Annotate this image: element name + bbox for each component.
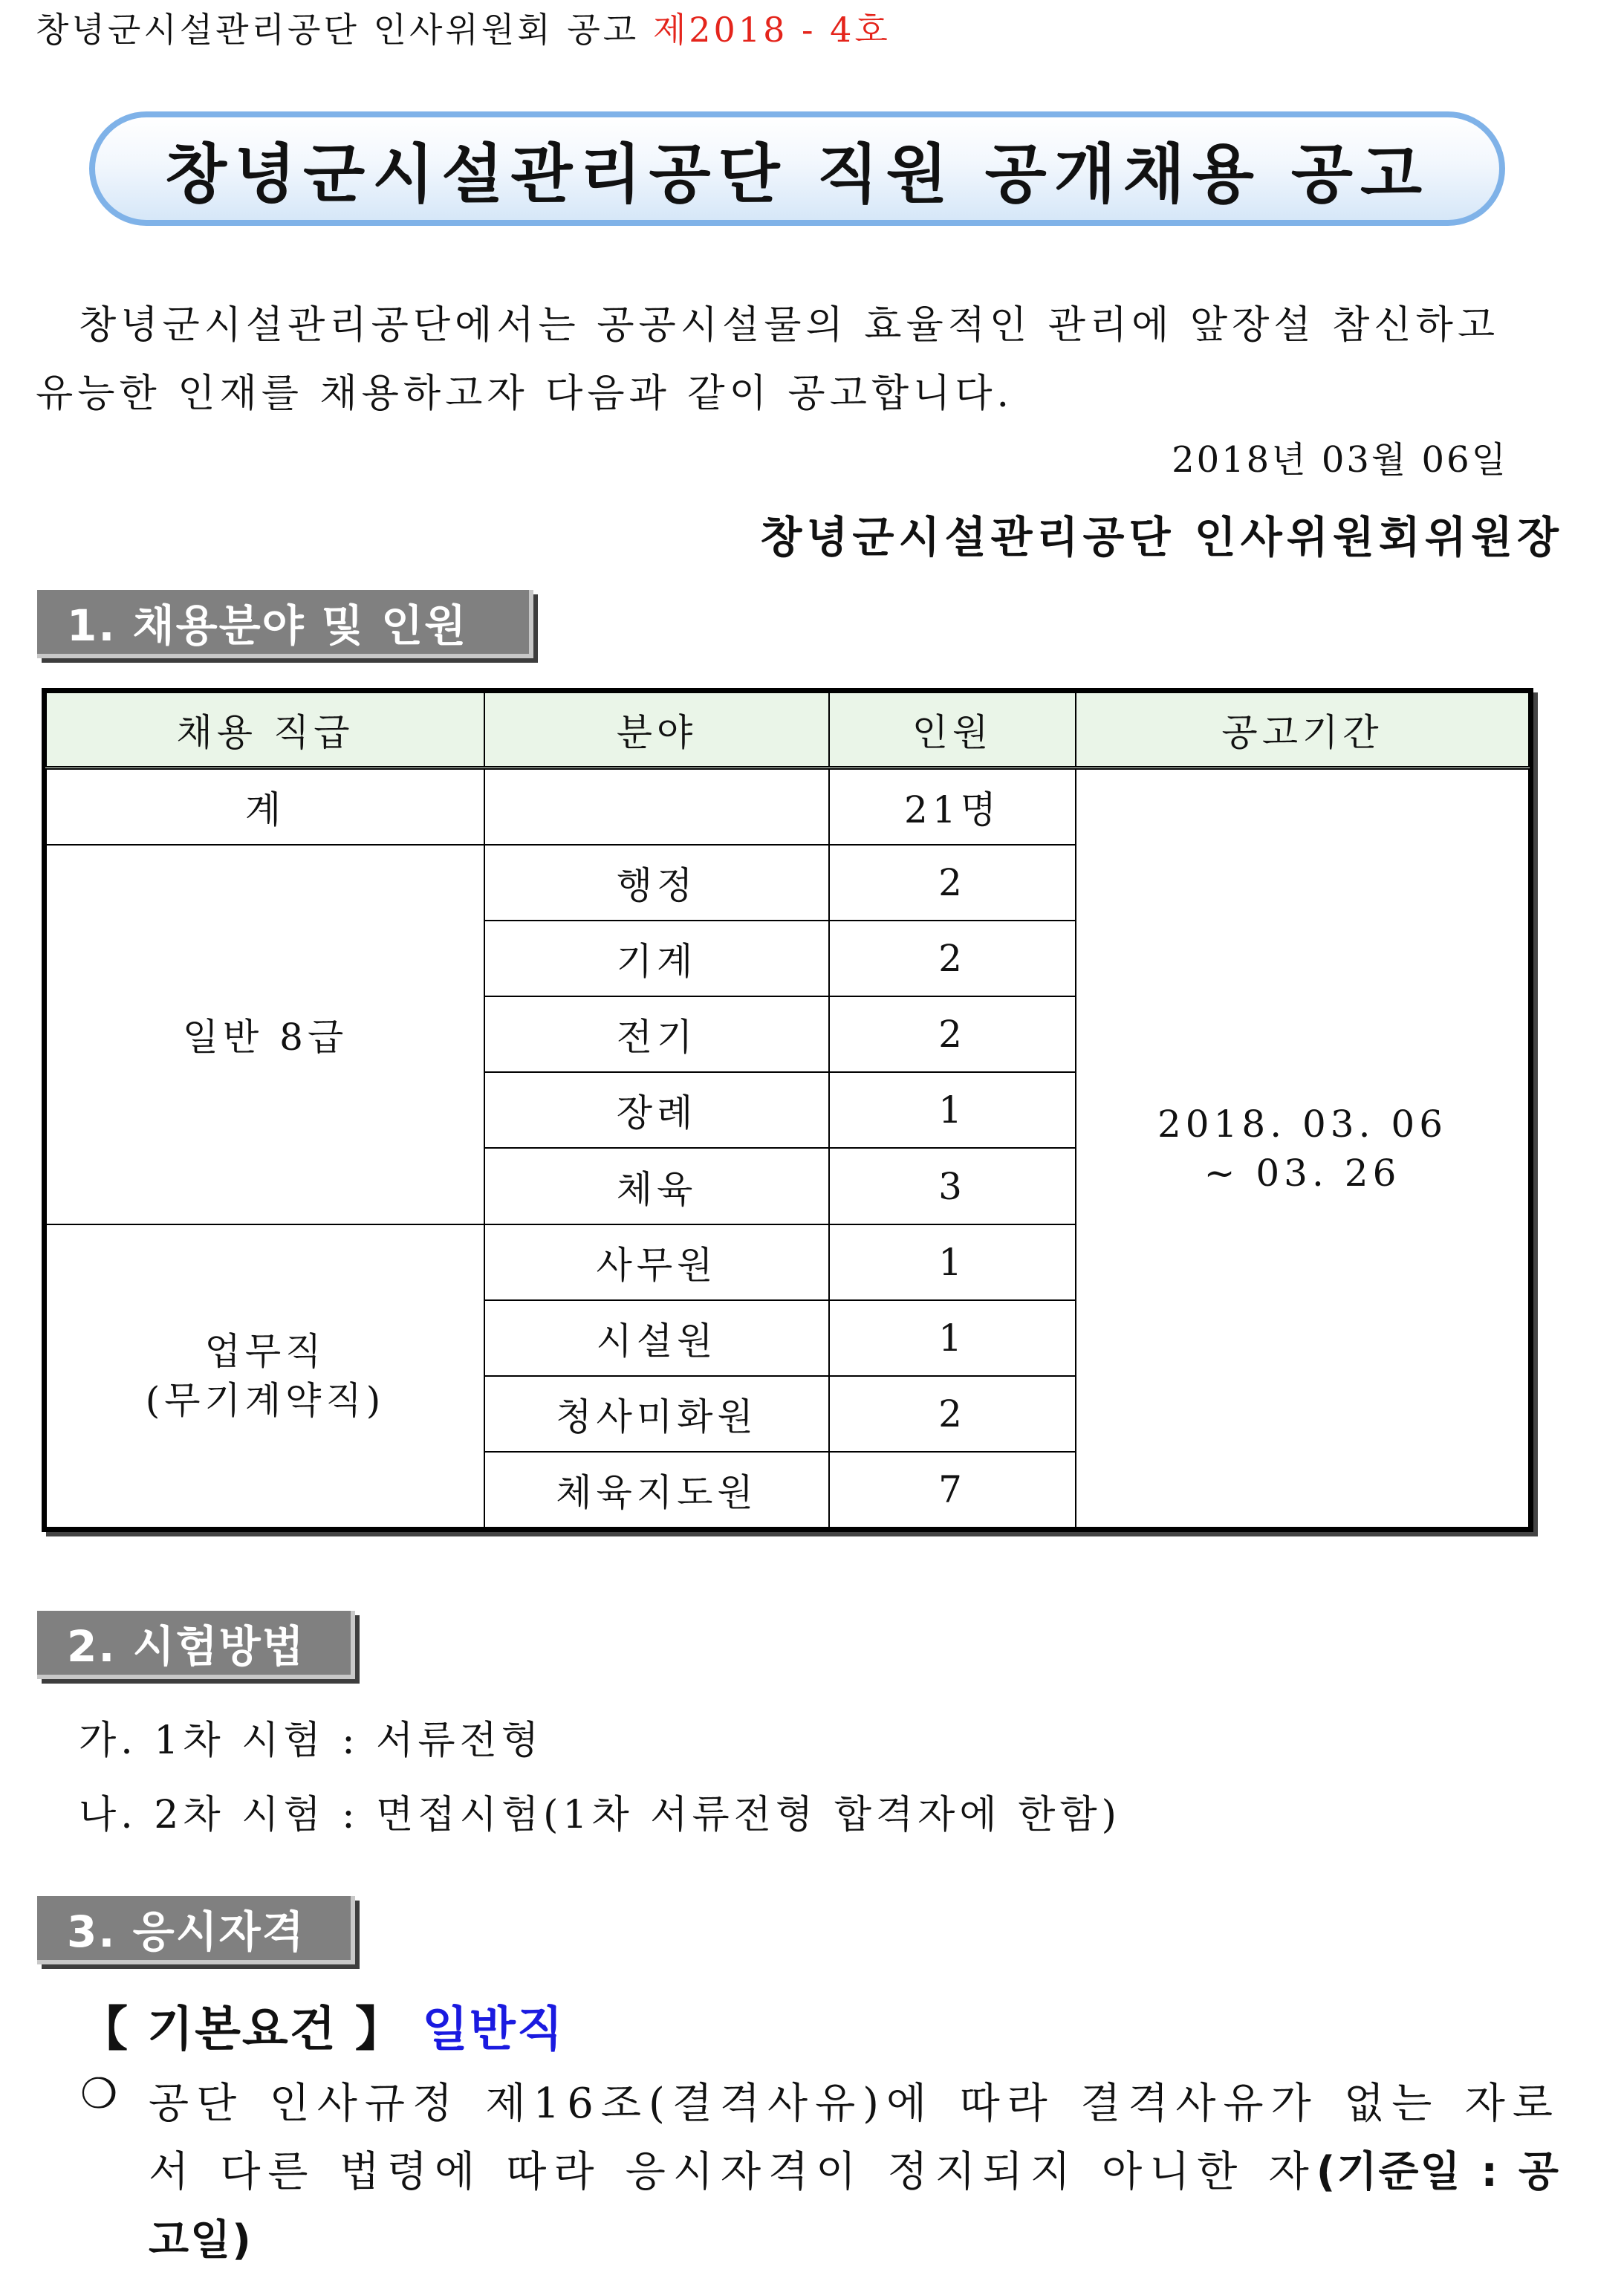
exam-item-2: 나. 2차 시험 : 면접시험(1차 서류전형 합격자에 한함) xyxy=(79,1793,1121,1837)
total-label: 계 xyxy=(46,768,484,846)
total-field xyxy=(484,768,829,846)
count-cell: 2 xyxy=(829,845,1076,921)
count-cell: 2 xyxy=(829,921,1076,996)
notice-number xyxy=(36,3,891,52)
field-cell: 기계 xyxy=(484,921,829,996)
period-end: ~ 03. 26 xyxy=(1204,1151,1401,1195)
recruitment-table xyxy=(42,688,1533,1532)
count-cell: 7 xyxy=(829,1452,1076,1528)
notice-number-value: 제2018 - 4호 xyxy=(652,10,891,50)
count-cell: 1 xyxy=(829,1072,1076,1148)
section-3-heading: 3. 응시자격 xyxy=(37,1896,355,1964)
table-header-row xyxy=(46,692,1529,768)
grade-line: 업무직 xyxy=(204,1329,326,1373)
count-cell: 3 xyxy=(829,1148,1076,1224)
field-cell: 시설원 xyxy=(484,1300,829,1376)
table-row-total xyxy=(46,768,1529,846)
field-cell: 청사미화원 xyxy=(484,1376,829,1452)
column-header: 인원 xyxy=(829,692,1076,768)
grade-cell xyxy=(46,1224,484,1528)
column-header: 공고기간 xyxy=(1076,692,1529,768)
notice-prefix: 창녕군시설관리공단 인사위원회 공고 xyxy=(36,10,653,50)
field-cell: 행정 xyxy=(484,845,829,921)
count-cell: 1 xyxy=(829,1224,1076,1300)
field-cell: 사무원 xyxy=(484,1224,829,1300)
signer: 창녕군시설관리공단 인사위원회위원장 xyxy=(760,512,1563,562)
qualification-text: 공단 인사규정 제16조(결격사유)에 따라 결격사유가 없는 자로서 다른 법령에 따라 응시자격이 정지되지 아니한 자 xyxy=(149,2080,1560,2196)
field-cell: 체육지도원 xyxy=(484,1452,829,1528)
grade-line: (무기계약직) xyxy=(145,1378,386,1422)
count-cell: 1 xyxy=(829,1300,1076,1376)
field-cell: 전기 xyxy=(484,996,829,1072)
notice-date: 2018년 03월 06일 xyxy=(1172,439,1508,481)
section-2-heading: 2. 시험방법 xyxy=(37,1611,355,1679)
count-cell: 2 xyxy=(829,996,1076,1072)
qualification-basis: (기준일 : 공고일) xyxy=(149,2148,1560,2265)
count-cell: 2 xyxy=(829,1376,1076,1452)
page-title: 창녕군시설관리공단 직원 공개채용 공고 xyxy=(164,137,1430,212)
qualification-bullet xyxy=(149,2070,1560,2275)
section-1-heading: 1. 채용분야 및 인원 xyxy=(37,590,533,658)
bullet-circle-icon: ❍ xyxy=(80,2070,118,2118)
column-header: 분야 xyxy=(484,692,829,768)
field-cell: 체육 xyxy=(484,1148,829,1224)
title-banner xyxy=(89,111,1505,226)
posting-period xyxy=(1076,768,1529,1528)
column-header: 채용 직급 xyxy=(46,692,484,768)
total-count: 21명 xyxy=(829,768,1076,846)
requirement-label: 【 기본요건 】 xyxy=(80,2002,404,2057)
intro-paragraph: 창녕군시설관리공단에서는 공공시설물의 효율적인 관리에 앞장설 참신하고 유능한 인재를 채용하고자 다음과 같이 공고합니다. xyxy=(36,303,1500,416)
requirement-heading xyxy=(80,1991,565,2060)
period-start: 2018. 03. 06 xyxy=(1157,1102,1448,1146)
exam-item-1: 가. 1차 시험 : 서류전형 xyxy=(79,1719,544,1763)
requirement-type: 일반직 xyxy=(422,2002,565,2057)
grade-cell: 일반 8급 xyxy=(46,845,484,1224)
field-cell: 장례 xyxy=(484,1072,829,1148)
